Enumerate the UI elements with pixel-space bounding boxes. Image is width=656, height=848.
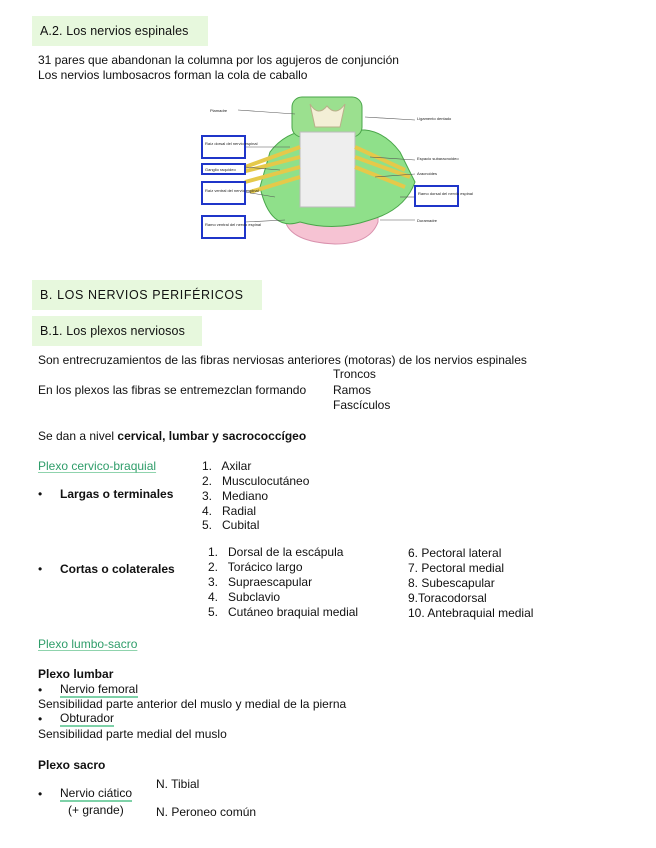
cortas-col2-item-5: 10. Antebraquial medial xyxy=(408,606,534,620)
cortas-col2-item-2: 7. Pectoral medial xyxy=(408,561,505,575)
b1-levels xyxy=(38,429,306,443)
cortas-col1-item-5: 5. Cutáneo braquial medial xyxy=(208,605,359,619)
label-pia: Piamadre xyxy=(210,108,228,113)
a2-line-1: 31 pares que abandonan la columna por los agujeros de conjunción xyxy=(38,53,399,67)
cortas-col1-item-3: 3. Supraescapular xyxy=(208,575,313,589)
bullet-largas: • xyxy=(38,487,43,501)
largas-item-4: 4. Radial xyxy=(202,504,257,518)
label-duramadre: Duramadre xyxy=(417,218,438,223)
plexo-sacro-title: Plexo sacro xyxy=(38,758,106,772)
heading-a2: A.2. Los nervios espinales xyxy=(40,24,189,38)
heading-b1: B.1. Los plexos nerviosos xyxy=(40,324,185,338)
box-raiz-dorsal xyxy=(202,136,245,158)
bullet-obturador: • xyxy=(38,712,43,726)
femoral-desc: Sensibilidad parte anterior del muslo y medial de la pierna xyxy=(38,697,347,711)
cortas-col2-item-4: 9.Toracodorsal xyxy=(408,591,487,605)
a2-line-2: Los nervios lumbosacros forman la cola de caballo xyxy=(38,68,308,82)
bullet-ciatico: • xyxy=(38,787,43,801)
label-ramo-ventral: Ramo ventral del nervio espinal xyxy=(205,222,262,227)
cortas-label: Cortas o colaterales xyxy=(60,562,175,576)
cortas-col2-item-3: 8. Subescapular xyxy=(408,576,495,590)
label-raiz-ventral: Raíz ventral del nervio espinal xyxy=(205,188,259,193)
largas-item-2: 2. Musculocutáneo xyxy=(202,474,310,488)
b1-levels-bold: cervical, lumbar y sacrococcígeo xyxy=(117,429,307,443)
largas-item-1: 1. Axilar xyxy=(202,459,252,473)
b1-intro: Son entrecruzamientos de las fibras nerviosas anteriores (motoras) de los nervios espinales xyxy=(38,353,527,367)
heading-b: B. LOS NERVIOS PERIFÉRICOS xyxy=(40,288,244,302)
label-ramo-dorsal: Ramo dorsal del nervio espinal xyxy=(418,191,473,196)
cortas-col2-item-1: 6. Pectoral lateral xyxy=(408,546,502,560)
spinal-cord-figure xyxy=(200,92,473,252)
label-ganglio: Ganglio raquídeo xyxy=(205,167,236,172)
b1-mix-item-3: Fascículos xyxy=(333,398,391,412)
largas-item-5: 5. Cubital xyxy=(202,518,260,532)
b1-mix-item-1: Troncos xyxy=(333,367,376,381)
b1-levels-prefix: Se dan a nivel xyxy=(38,429,118,443)
cortas-col1-item-1: 1. Dorsal de la escápula xyxy=(208,545,344,559)
nervio-ciatico: Nervio ciático xyxy=(60,786,133,800)
plexo-lumbo-link[interactable]: Plexo lumbo-sacro xyxy=(38,637,138,651)
box-ramo-dorsal xyxy=(415,186,458,206)
largas-label: Largas o terminales xyxy=(60,487,174,501)
b1-mix-item-2: Ramos xyxy=(333,383,372,397)
ciatico-note: (+ grande) xyxy=(68,803,124,817)
cord-column xyxy=(300,132,355,207)
obturador: Obturador xyxy=(60,711,115,725)
n-peroneo: N. Peroneo común xyxy=(156,805,257,819)
b1-mix-text: En los plexos las fibras se entremezclan formando xyxy=(38,383,307,397)
plexo-lumbar-title: Plexo lumbar xyxy=(38,667,114,681)
bullet-cortas: • xyxy=(38,562,43,576)
label-raiz-dorsal: Raíz dorsal del nervio espinal xyxy=(205,141,258,146)
box-ramo-ventral xyxy=(202,216,245,238)
cortas-col1-item-2: 2. Torácico largo xyxy=(208,560,303,574)
label-espacio: Espacio subaracnoideo xyxy=(417,156,459,161)
nervio-femoral: Nervio femoral xyxy=(60,682,139,696)
n-tibial: N. Tibial xyxy=(156,777,200,791)
label-ligamento: Ligamento dentado xyxy=(417,116,452,121)
box-raiz-ventral xyxy=(202,182,245,204)
label-aracnoides: Aracnoides xyxy=(417,171,438,176)
obturador-desc: Sensibilidad parte medial del muslo xyxy=(38,727,227,741)
bullet-femoral: • xyxy=(38,683,43,697)
cortas-col1-item-4: 4. Subclavio xyxy=(208,590,281,604)
plexo-cervico-link[interactable]: Plexo cervico-braquial xyxy=(38,459,157,473)
largas-item-3: 3. Mediano xyxy=(202,489,269,503)
